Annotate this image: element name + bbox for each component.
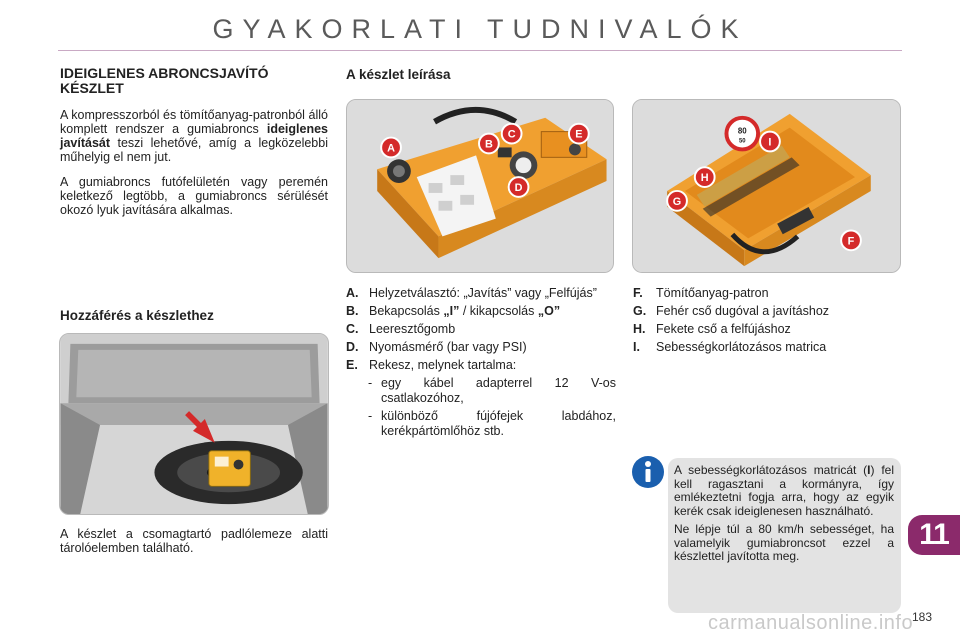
trunk-illustration <box>59 333 329 515</box>
speed-sticker-80: 80 <box>737 126 747 136</box>
trunk-drawing <box>60 334 328 514</box>
list-item <box>633 304 901 319</box>
svg-text:H: H <box>700 172 709 185</box>
list-key-f: F. <box>633 286 643 300</box>
info-icon <box>631 455 665 489</box>
kit-front-drawing <box>347 100 613 272</box>
svg-text:G: G <box>672 195 682 208</box>
sub-dash: - <box>368 409 373 423</box>
list-text-c: Leeresztőgomb <box>369 322 456 336</box>
list-key-h: H. <box>633 322 646 336</box>
list-text-a: Helyzetválasztó: „Javítás” vagy „Felfújás” <box>369 286 597 300</box>
section-heading-access: Hozzáférés a készlethez <box>60 308 214 323</box>
list-text-d: Nyomásmérő (bar vagy PSI) <box>369 340 527 354</box>
speed-limit-info-box <box>668 458 901 613</box>
trunk-caption: A készlet a csomagtartó padlólemeze alatti tárolóelemben található. <box>60 527 328 555</box>
list-subitem <box>368 409 616 439</box>
kit-illustration-open <box>632 99 901 273</box>
kit-open-drawing <box>633 100 900 272</box>
intro-text-2: teszi lehetővé, amíg a legközelebbi műhelyig el nem jut. <box>60 136 328 164</box>
sub-dash: - <box>368 376 373 390</box>
list-key-i: I. <box>633 340 640 354</box>
speed-sticker-50: 50 <box>738 138 746 145</box>
info-text-2: ) fel kell ragasztani a kormányra, így emlékeztetni fogja arra, hogy az egyik kerék csak ideiglenesen használható. <box>674 463 894 518</box>
chapter-tab[interactable]: 11 <box>908 515 960 555</box>
list-item <box>633 340 901 355</box>
kit-illustration-front <box>346 99 614 273</box>
sub-text-nozzles: különböző fújófejek labdához, kerékpártömlőhöz stb. <box>381 409 616 438</box>
list-item <box>346 322 616 337</box>
list-item <box>346 304 616 319</box>
list-key-a: A. <box>346 286 359 300</box>
list-key-g: G. <box>633 304 647 318</box>
list-text-h: Fekete cső a felfújáshoz <box>656 322 791 336</box>
svg-text:B: B <box>484 138 493 151</box>
header-divider <box>58 50 902 51</box>
section-heading-repair-kit: IDEIGLENES ABRONCSJAVÍTÓ KÉSZLET <box>60 65 269 96</box>
list-text-b <box>369 304 616 319</box>
list-key-c: C. <box>346 322 359 336</box>
section-heading-kit-description: A készlet leírása <box>346 67 451 82</box>
page-number: 183 <box>912 610 933 624</box>
intro-paragraph <box>60 108 328 164</box>
list-text-g: Fehér cső dugóval a javításhoz <box>656 304 830 318</box>
svg-text:D: D <box>514 181 523 194</box>
intro-text-1: A kompresszorból és tömítőanyag-patronból álló komplett rendszer a gumiabroncs <box>60 108 328 136</box>
b-text-1: Bekapcsolás <box>369 304 444 318</box>
component-list-a-e <box>346 286 616 442</box>
kit-label-f <box>841 230 861 250</box>
svg-text:I: I <box>768 136 772 149</box>
list-text-i: Sebességkorlátozásos matrica <box>656 340 827 354</box>
sub-text-cable: egy kábel adapterrel 12 V-os csatlakozóhoz, <box>381 376 616 405</box>
info-text-bold: I <box>867 463 871 477</box>
list-key-b: B. <box>346 304 359 318</box>
list-item <box>346 286 616 301</box>
list-subitem <box>368 376 616 406</box>
info-paragraph-speed: Ne lépje túl a 80 km/h sebességet, ha valamelyik gumiabroncsot ezzel a készlettel javította meg. <box>674 522 894 563</box>
list-text-f: Tömítőanyag-patron <box>656 286 769 300</box>
kit-label-e <box>569 124 589 144</box>
b-text-2: / kikapcsolás <box>459 304 538 318</box>
list-key-e: E. <box>346 358 358 372</box>
kit-label-a <box>381 138 401 158</box>
list-item <box>633 322 901 337</box>
kit-label-h <box>695 167 715 187</box>
b-on-symbol: „I” <box>443 304 460 318</box>
page-header-title: GYAKORLATI TUDNIVALÓK <box>212 14 748 44</box>
svg-text:E: E <box>575 128 583 141</box>
component-list-f-i <box>633 286 901 358</box>
kit-label-b <box>479 134 499 154</box>
site-watermark: carmanualsonline.info <box>708 612 914 634</box>
svg-text:A: A <box>387 142 395 155</box>
usage-paragraph: A gumiabroncs futófelületén vagy peremén keletkező legtöbb, a gumiabroncs sérülését okozó lyuk javítására alkalmas. <box>60 175 328 217</box>
info-paragraph-sticker <box>674 464 894 518</box>
kit-label-i <box>760 132 780 152</box>
kit-label-d <box>509 177 529 197</box>
info-text-1: A sebességkorlátozásos matricát ( <box>674 463 868 477</box>
kit-label-g <box>667 191 687 211</box>
kit-label-c <box>502 124 522 144</box>
intro-text-bold: ideiglenes javítását <box>60 122 328 150</box>
svg-text:C: C <box>507 128 516 141</box>
list-item <box>346 358 616 373</box>
list-item <box>346 340 616 355</box>
b-off-symbol: „O” <box>537 304 561 318</box>
list-text-e: Rekesz, melynek tartalma: <box>369 358 517 372</box>
list-item <box>633 286 901 301</box>
list-key-d: D. <box>346 340 359 354</box>
svg-text:F: F <box>847 235 855 248</box>
